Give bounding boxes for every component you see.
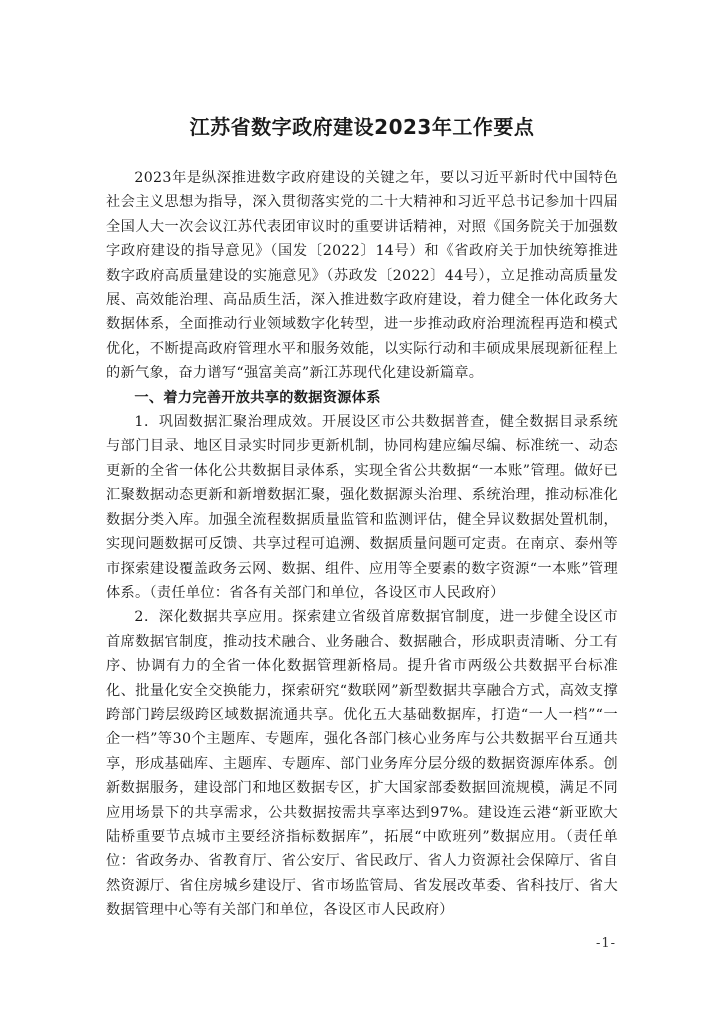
page-number: -1- — [595, 936, 616, 951]
item-paragraph-2: 2．深化数据共享应用。探索建立省级首席数据官制度，进一步健全设区市首席数据官制度，推动技术融合、业务融合、数据融合，形成职责清晰、分工有序、协调有力的全省一体化数据管理新格局。提升省市两级公共数据平台标准化、批量化安全交换能力，探索研究“数联网”新型数据共享融合方式，高效支撑跨部门跨层级跨区域数据流通共享。优化五大基础数据库，打造“一人一档”“一企一档”等30个主题库、专题库，强化各部门核心业务库与公共数据平台互通共享，形成基础库、主题库、专题库、部门业务库分层分级的数据资源库体系。创新数据服务，建设部门和地区数据专区，扩大国家部委数据回流规模，满足不同应用场景下的共享需求，公共数据按需共享率达到97%。建设连云港“新亚欧大陆桥重要节点城市主要经济指标数据库”，拓展“中欧班列”数据应用。（责任单位：省政务办、省教育厅、省公安厅、省民政厅、省人力资源社会保障厅、省自然资源厅、省住房城乡建设厅、省市场监管局、省发展改革委、省科技厅、省大数据管理中心等有关部门和单位，各设区市人民政府） — [106, 609, 618, 919]
section-heading: 一、着力完善开放共享的数据资源体系 — [134, 389, 381, 406]
document-title: 江苏省数字政府建设2023年工作要点 — [189, 115, 535, 139]
item-paragraph-1: 1．巩固数据汇聚治理成效。开展设区市公共数据普查，健全数据目录系统与部门目录、地区目录实时同步更新机制，协同构建应编尽编、标准统一、动态更新的全省一体化公共数据目录体系，实现全省公共数据“一本账”管理。做好已汇聚数据动态更新和新增数据汇聚，强化数据源头治理、系统治理，推动标准化数据分类入库。加强全流程数据质量监管和监测评估，健全异议数据处置机制，实现问题数据可反馈、共享过程可追溯、数据质量问题可定责。在南京、泰州等市探索建设覆盖政务云网、数据、组件、应用等全要素的数字资源“一本账”管理体系。（责任单位：省各有关部门和单位，各设区市人民政府） — [106, 414, 618, 601]
intro-paragraph: 2023年是纵深推进数字政府建设的关键之年，要以习近平新时代中国特色社会主义思想为指导，深入贯彻落实党的二十大精神和习近平总书记参加十四届全国人大一次会议江苏代表团审议时的重要讲话精神，对照《国务院关于加强数字政府建设的指导意见》（国发〔2022〕14号）和《省政府关于加快统筹推进数字政府高质量建设的实施意见》（苏政发〔2022〕44号），立足推动高质量发展、高效能治理、高品质生活，深入推进数字政府建设，着力健全一体化政务大数据体系，全面推动行业领域数字化转型，进一步推动政府治理流程再造和模式优化，不断提高政府管理水平和服务效能，以实际行动和丰硕成果展现新征程上的新气象，奋力谱写“强富美高”新江苏现代化建设新篇章。 — [106, 170, 618, 382]
